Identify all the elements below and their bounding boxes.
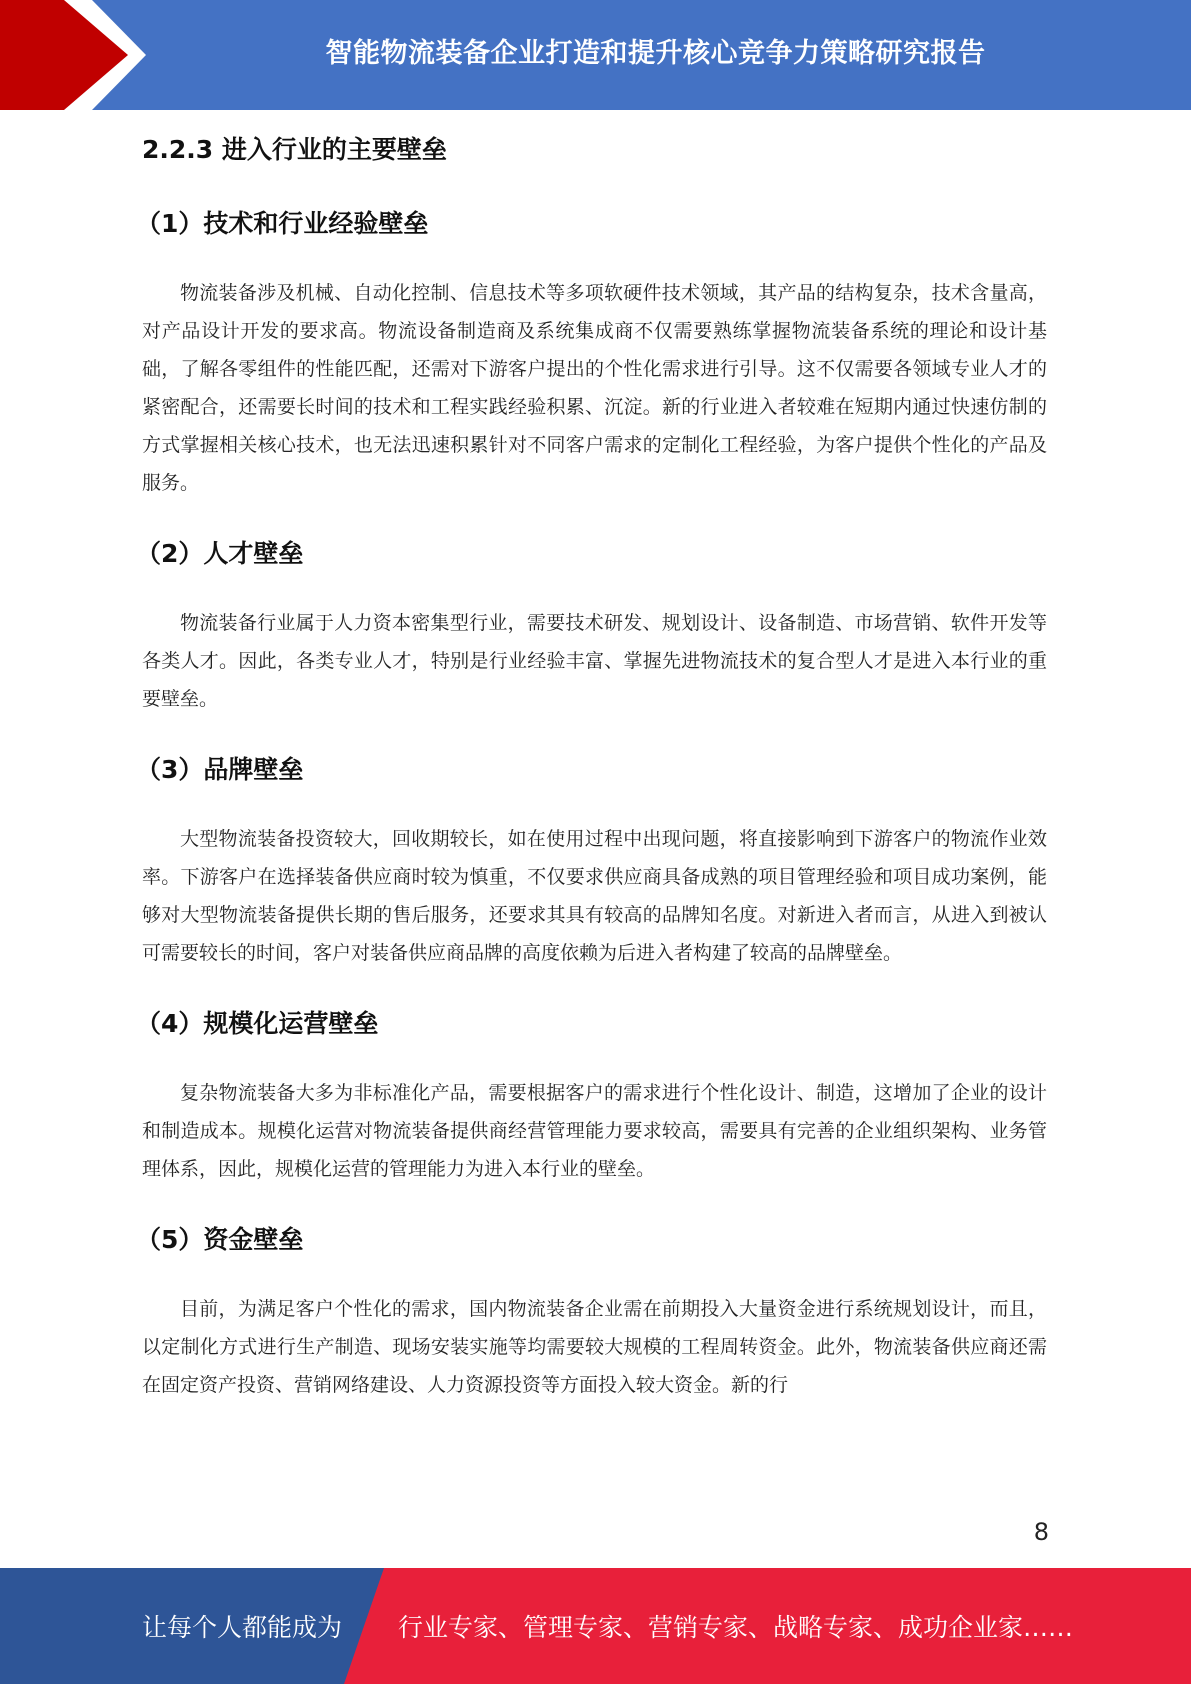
subsection-paragraph: 物流装备涉及机械、自动化控制、信息技术等多项软硬件技术领域，其产品的结构复杂，技术含量高，对产品设计开发的要求高。物流设备制造商及系统集成商不仅需要熟练掌握物流装备系统的理论和设计基础，了解各零组件的性能匹配，还需对下游客户提出的个性化需求进行引导。这不仅需要各领域专业人才的紧密配合，还需要长时间的技术和工程实践经验积累、沉淀。新的行业进入者较难在短期内通过快速仿制的方式掌握相关核心技术，也无法迅速积累针对不同客户需求的定制化工程经验，为客户提供个性化的产品及服务。 [142, 282, 1047, 494]
subsection-heading: （1）技术和行业经验壁垒 [136, 209, 429, 238]
subsection-heading: （4）规模化运营壁垒 [136, 1009, 379, 1038]
header-chevron-icon [0, 0, 150, 110]
subsection-heading: （2）人才壁垒 [136, 539, 304, 568]
header-bar [0, 0, 1191, 110]
page-number: 8 [1033, 1518, 1049, 1546]
subsection-paragraph: 目前，为满足客户个性化的需求，国内物流装备企业需在前期投入大量资金进行系统规划设计，而且，以定制化方式进行生产制造、现场安装实施等均需要较大规模的工程周转资金。此外，物流装备供应商还需在固定资产投资、营销网络建设、人力资源投资等方面投入较大资金。新的行 [142, 1298, 1047, 1396]
subsection-paragraph: 物流装备行业属于人力资本密集型行业，需要技术研发、规划设计、设备制造、市场营销、软件开发等各类人才。因此，各类专业人才，特别是行业经验丰富、掌握先进物流技术的复合型人才是进入本行业的重要壁垒。 [142, 612, 1047, 710]
subsection-heading: （5）资金壁垒 [136, 1225, 304, 1254]
section-heading: 2.2.3 进入行业的主要壁垒 [142, 135, 447, 164]
subsection-talent [136, 534, 1047, 718]
footer-slogan-left: 让每个人都能成为 [142, 1613, 343, 1642]
subsection-scale-operation [136, 1004, 1047, 1188]
subsection-capital [136, 1220, 1047, 1404]
subsection-heading: （3）品牌壁垒 [136, 755, 304, 784]
footer-banner [0, 1568, 1191, 1684]
subsection-tech-experience [136, 204, 1047, 502]
report-title: 智能物流装备企业打造和提升核心竞争力策略研究报告 [325, 37, 986, 69]
subsection-paragraph: 大型物流装备投资较大，回收期较长，如在使用过程中出现问题，将直接影响到下游客户的物流作业效率。下游客户在选择装备供应商时较为慎重，不仅要求供应商具备成熟的项目管理经验和项目成功案例，能够对大型物流装备提供长期的售后服务，还要求其具有较高的品牌知名度。对新进入者而言，从进入到被认可需要较长的时间，客户对装备供应商品牌的高度依赖为后进入者构建了较高的品牌壁垒。 [142, 828, 1047, 964]
subsection-brand [136, 750, 1047, 972]
footer-slogan-right: 行业专家、管理专家、营销专家、战略专家、成功企业家…… [398, 1613, 1074, 1642]
page-content [136, 124, 1047, 1436]
subsection-paragraph: 复杂物流装备大多为非标准化产品，需要根据客户的需求进行个性化设计、制造，这增加了企业的设计和制造成本。规模化运营对物流装备提供商经营管理能力要求较高，需要具有完善的企业组织架构、业务管理体系，因此，规模化运营的管理能力为进入本行业的壁垒。 [142, 1082, 1047, 1180]
